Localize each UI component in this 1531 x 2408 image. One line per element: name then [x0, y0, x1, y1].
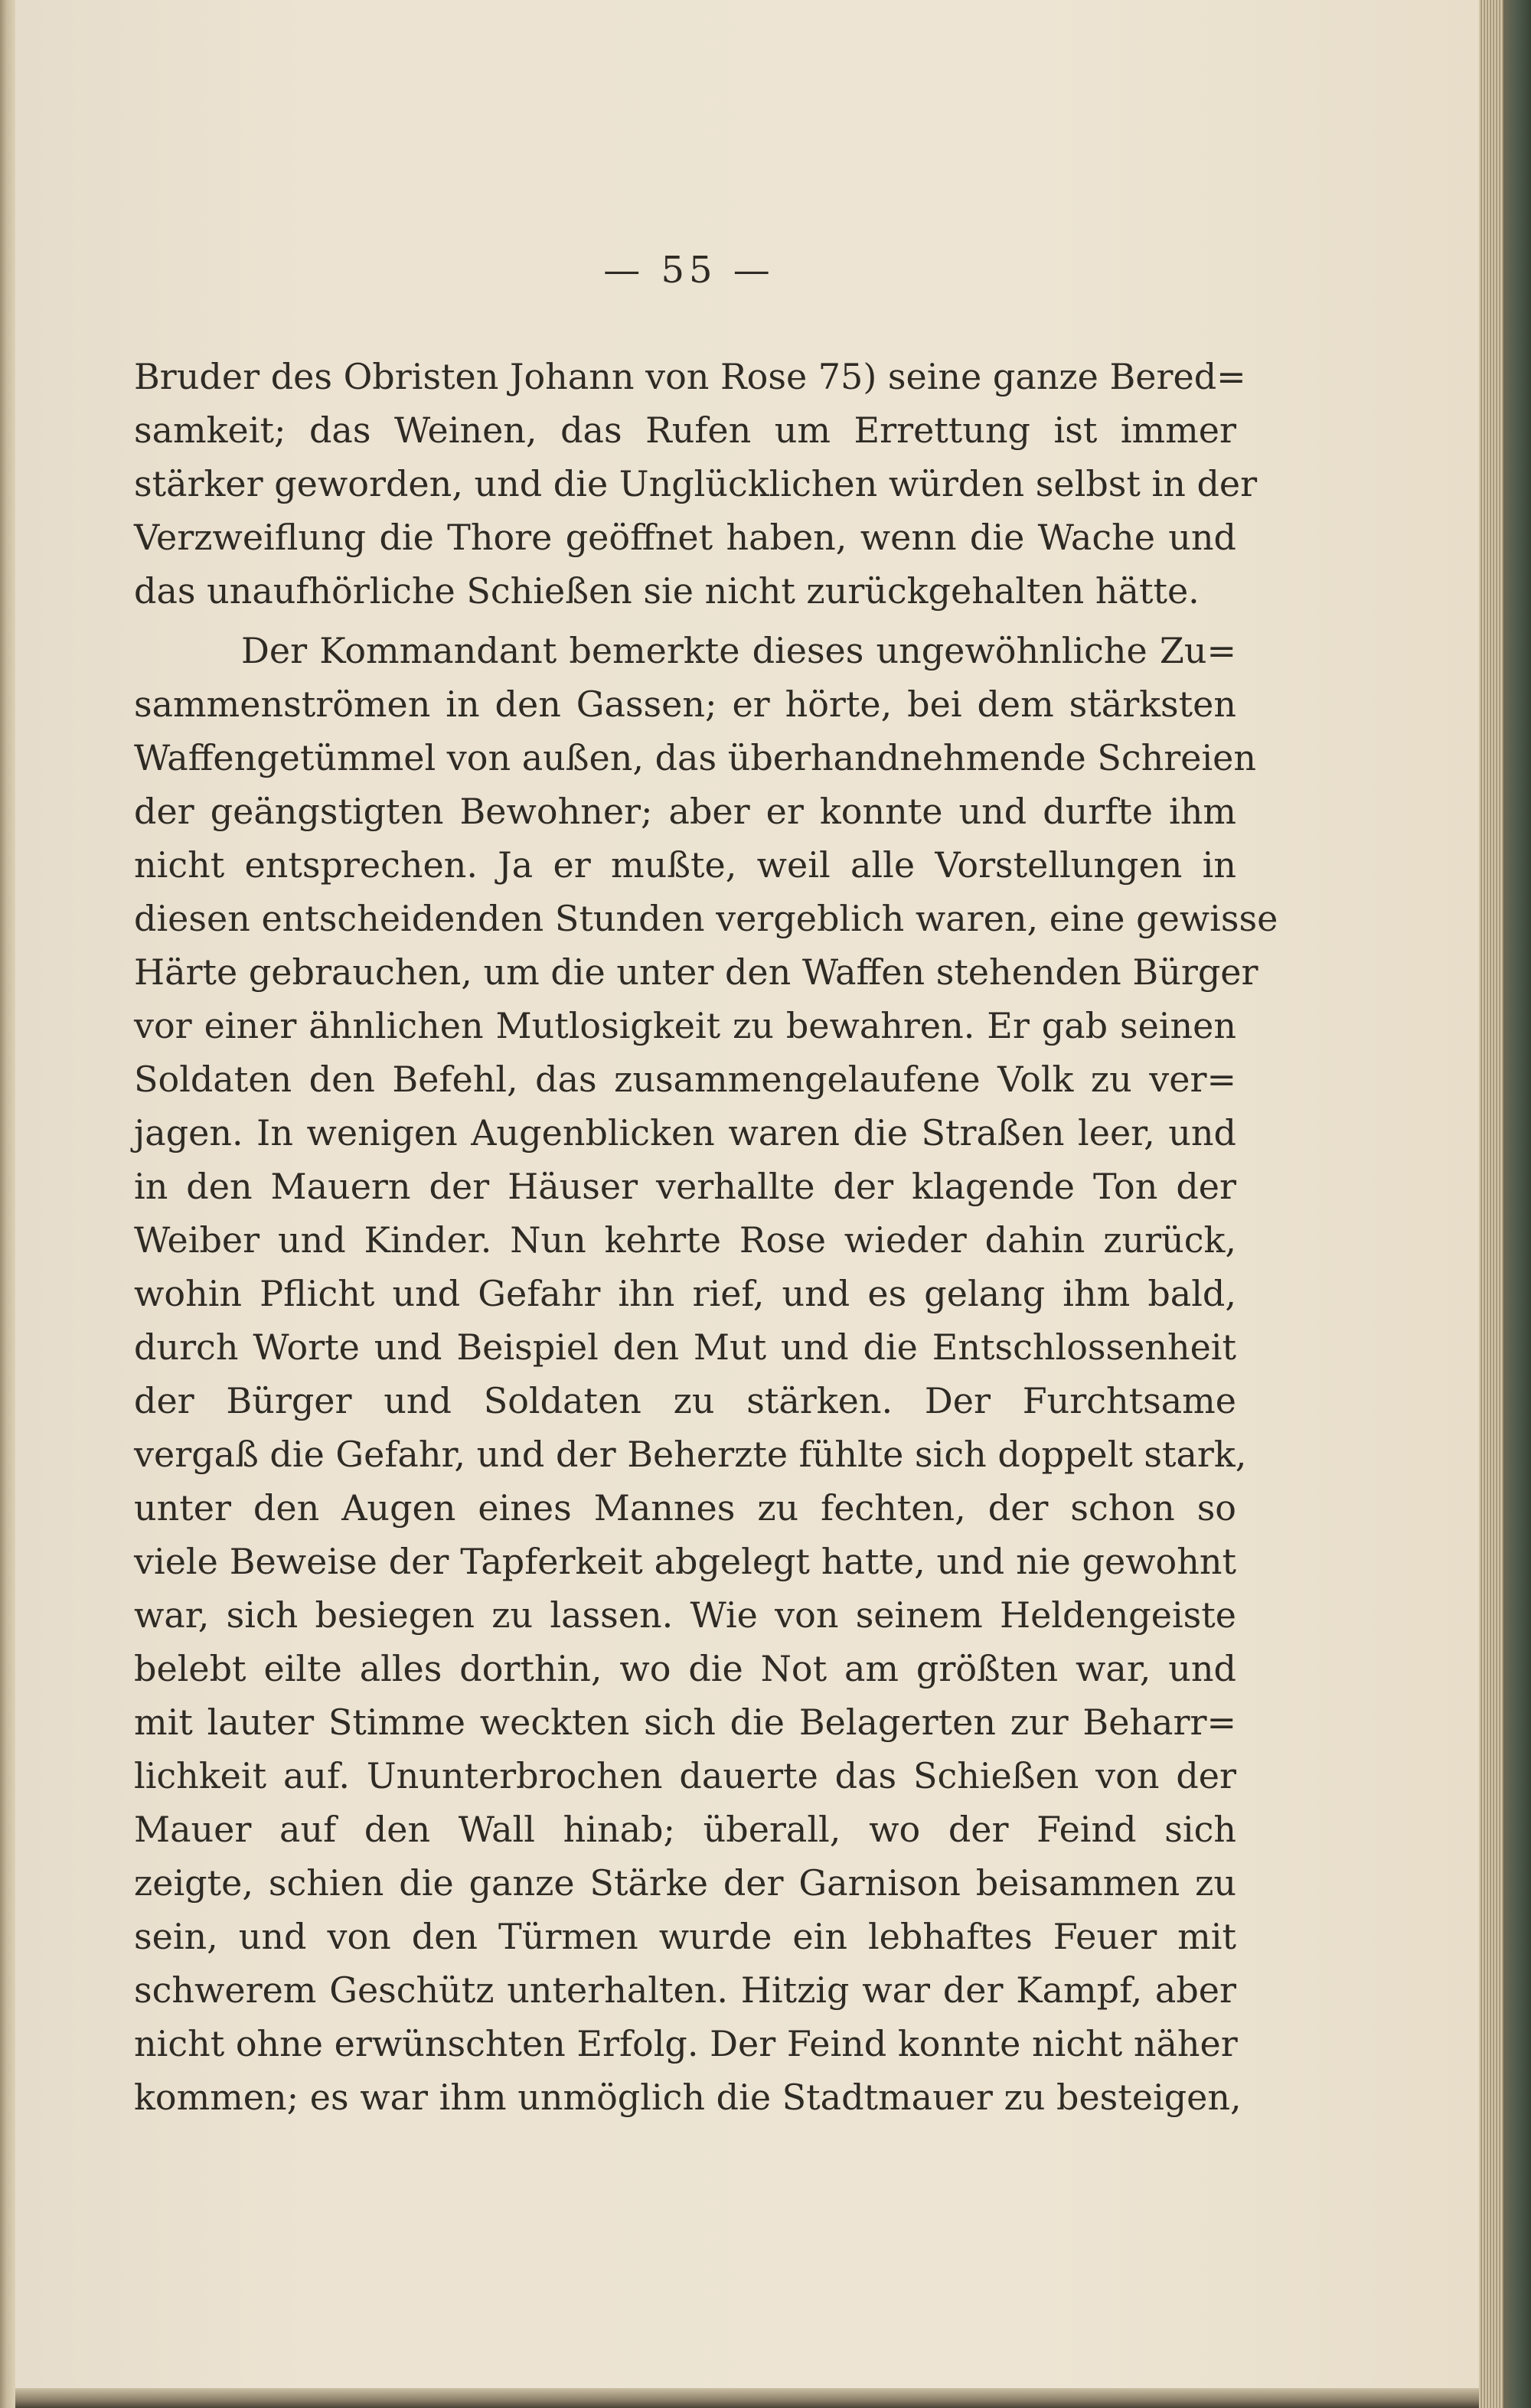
text-line: wohin Pflicht und Gefahr ihn rief, und es gelang ihm bald, — [134, 1273, 1236, 1314]
text-line: Der Kommandant bemerkte dieses ungewöhnliche Zu= — [241, 630, 1236, 671]
text-line: das unaufhörliche Schießen sie nicht zurückgehalten hätte. — [134, 570, 1200, 612]
text-line: nicht entsprechen. Ja er mußte, weil alle Vorstellungen in — [134, 844, 1236, 886]
text-line: durch Worte und Beispiel den Mut und die Entschlossenheit — [134, 1326, 1236, 1368]
text-line: zeigte, schien die ganze Stärke der Garnison beisammen zu — [134, 1862, 1236, 1904]
text-line: vor einer ähnlichen Mutlosigkeit zu bewahren. Er gab seinen — [134, 1005, 1236, 1046]
text-line: schwerem Geschütz unterhalten. Hitzig war der Kampf, aber — [134, 1969, 1236, 2011]
text-line: der Bürger und Soldaten zu stärken. Der Furchtsame — [134, 1380, 1236, 1421]
left-page-edge — [0, 0, 15, 2408]
text-line: kommen; es war ihm unmöglich die Stadtmauer zu besteigen, — [134, 2077, 1242, 2118]
text-line: stärker geworden, und die Unglücklichen würden selbst in der — [134, 463, 1258, 504]
text-line: Waffengetümmel von außen, das überhandnehmende Schreien — [134, 737, 1257, 778]
text-line: viele Beweise der Tapferkeit abgelegt hatte, und nie gewohnt — [134, 1541, 1236, 1582]
text-line: Verzweiflung die Thore geöffnet haben, wenn die Wache und — [134, 517, 1236, 558]
text-line: jagen. In wenigen Augenblicken waren die Straßen leer, und — [134, 1112, 1236, 1153]
text-line: in den Mauern der Häuser verhallte der klagende Ton der — [134, 1166, 1236, 1207]
text-line: belebt eilte alles dorthin, wo die Not am größten war, und — [134, 1648, 1236, 1689]
book-cover-edge — [1503, 0, 1531, 2408]
text-line: mit lauter Stimme weckten sich die Belagerten zur Beharr= — [134, 1702, 1236, 1743]
text-line: der geängstigten Bewohner; aber er konnte und durfte ihm — [134, 791, 1236, 832]
page-number: — 55 — — [603, 249, 775, 292]
text-line: Mauer auf den Wall hinab; überall, wo der Feind sich — [134, 1809, 1236, 1850]
text-line: sammenströmen in den Gassen; er hörte, bei dem stärksten — [134, 684, 1236, 725]
text-line: Soldaten den Befehl, das zusammengelaufene Volk zu ver= — [134, 1059, 1236, 1100]
text-line: vergaß die Gefahr, und der Beherzte fühlte sich doppelt stark, — [134, 1434, 1247, 1475]
text-line: samkeit; das Weinen, das Rufen um Errettung ist immer — [134, 409, 1236, 451]
bottom-page-edge — [15, 2388, 1479, 2408]
text-line: sein, und von den Türmen wurde ein lebhaftes Feuer mit — [134, 1916, 1236, 1957]
text-line: unter den Augen eines Mannes zu fechten, der schon so — [134, 1487, 1236, 1529]
text-line: war, sich besiegen zu lassen. Wie von seinem Heldengeiste — [134, 1594, 1236, 1636]
text-line: lichkeit auf. Ununterbrochen dauerte das Schießen von der — [134, 1755, 1236, 1796]
text-line: Härte gebrauchen, um die unter den Waffen stehenden Bürger — [134, 951, 1258, 993]
text-line: nicht ohne erwünschten Erfolg. Der Feind konnte nicht näher — [134, 2023, 1238, 2064]
text-line: Bruder des Obristen Johann von Rose 75) seine ganze Bered= — [134, 356, 1246, 397]
book-page — [15, 0, 1479, 2388]
text-line: Weiber und Kinder. Nun kehrte Rose wieder dahin zurück, — [134, 1219, 1236, 1261]
text-line: diesen entscheidenden Stunden vergeblich waren, eine gewisse — [134, 898, 1278, 939]
